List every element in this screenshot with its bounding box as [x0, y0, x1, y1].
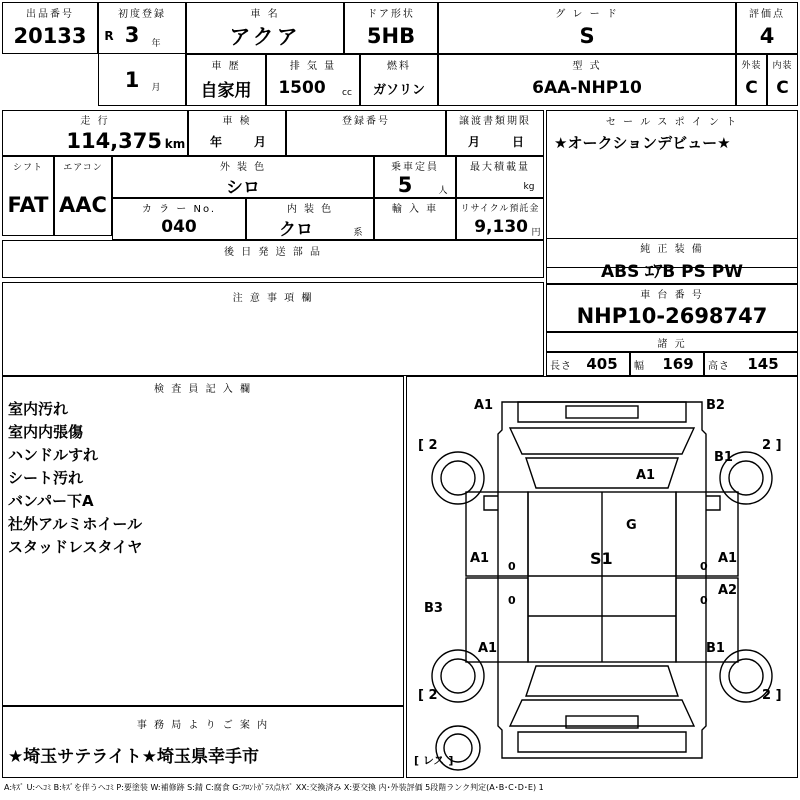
- diagram-code-bottom-left-a1: A1: [478, 641, 498, 656]
- capacity-unit: 人: [438, 185, 448, 196]
- office-guidance-label: 事 務 局 よ り ご 案 内: [136, 719, 270, 731]
- inspector-line-4: シート汚れ: [8, 469, 84, 487]
- car-history-value: 自家用: [200, 80, 252, 101]
- interior-color-label: 内 装 色: [286, 204, 334, 215]
- mileage-value: 114,375: [66, 128, 162, 153]
- transfer-deadline-label: 譲渡書類期限: [459, 116, 531, 127]
- diagram-code-top-left: A1: [474, 398, 494, 413]
- notes-label: 注 意 事 項 欄: [232, 292, 314, 304]
- recycle-fee-label: リサイクル預託金: [460, 204, 540, 214]
- diagram-code-right-mid-a1: A1: [718, 551, 738, 566]
- displacement-value: 1500: [278, 78, 326, 98]
- registration-number-label: 登録番号: [342, 116, 390, 127]
- diagram-code-g: G: [626, 518, 637, 533]
- diagram-zero-3: 0: [700, 560, 708, 573]
- first-registration-era: R: [104, 29, 114, 43]
- inspector-line-5: バンパー下A: [8, 492, 94, 510]
- inspector-line-1: 室内汚れ: [8, 400, 69, 418]
- inspector-line-7: スタッドレスタイヤ: [8, 538, 143, 556]
- fuel-label: 燃料: [387, 60, 411, 72]
- max-load-unit: kg: [523, 182, 535, 192]
- shift-value: FAT: [7, 193, 49, 217]
- diagram-zero-1: 0: [508, 560, 516, 573]
- interior-grade-value: C: [776, 78, 789, 98]
- rating-label: 評価点: [749, 8, 785, 20]
- color-number-value: 040: [161, 217, 197, 237]
- capacity-value: 5: [397, 173, 413, 197]
- recycle-fee-unit: 円: [531, 227, 541, 238]
- transfer-day-unit: 日: [511, 134, 524, 149]
- diagram-zero-4: 0: [700, 594, 708, 607]
- chassis-number-label: 車 台 番 号: [640, 290, 704, 301]
- model-code-label: 型 式: [572, 60, 602, 72]
- inspector-line-3: ハンドルすれ: [8, 446, 99, 464]
- exterior-color-value: シロ: [226, 177, 260, 198]
- capacity-label: 乗車定員: [391, 162, 439, 173]
- chassis-number-value: NHP10-2698747: [576, 304, 768, 328]
- aircon-value: AAC: [59, 193, 107, 217]
- later-parts-label: 後 日 発 送 部 品: [224, 246, 322, 258]
- width-label: 幅: [634, 360, 645, 372]
- first-registration-month: 1: [124, 68, 140, 92]
- length-label: 長さ: [550, 360, 572, 372]
- recycle-fee-value: 9,130: [474, 217, 528, 237]
- grade-value: S: [579, 24, 595, 48]
- diagram-res-label: [ レス ]: [414, 754, 454, 767]
- dimensions-label: 諸 元: [657, 338, 687, 350]
- car-history-label: 車 歴: [211, 60, 241, 72]
- door-shape-value: 5HB: [366, 24, 416, 48]
- exterior-grade-value: C: [745, 78, 758, 98]
- first-registration-label: 初度登録: [118, 8, 166, 20]
- transfer-month-unit: 月: [467, 134, 480, 149]
- diagram-code-center-a1: A1: [636, 468, 656, 483]
- aircon-label: エアコン: [63, 162, 103, 173]
- inspection-month-unit: 月: [253, 134, 266, 149]
- first-registration-year-unit: 年: [151, 38, 161, 49]
- displacement-label: 排 気 量: [289, 60, 337, 72]
- height-value: 145: [747, 355, 779, 373]
- max-load-label: 最大積載量: [470, 162, 530, 173]
- first-registration-month-unit: 月: [151, 82, 161, 93]
- fuel-value: ガソリン: [372, 82, 425, 98]
- exterior-color-label: 外 装 色: [219, 162, 267, 173]
- inspector-comments-label: 検 査 員 記 入 欄: [154, 383, 252, 395]
- diagram-code-top-right: B2: [706, 398, 725, 413]
- diagram-zero-2: 0: [508, 594, 516, 607]
- diagram-code-b1-top: B1: [714, 450, 733, 465]
- width-value: 169: [662, 355, 694, 373]
- lot-number-value: 20133: [13, 24, 87, 48]
- grade-label: グ レ ー ド: [555, 8, 619, 20]
- sales-point-label: セ ー ル ス ポ イ ン ト: [605, 116, 739, 128]
- interior-color-series-label: 系: [353, 227, 363, 238]
- car-name-value: アクア: [229, 25, 301, 49]
- first-registration-year: 3: [124, 23, 140, 47]
- length-value: 405: [586, 355, 618, 373]
- lot-number-label: 出品番号: [26, 8, 74, 20]
- diagram-bracket-left-upper: [ 2: [418, 438, 438, 453]
- diagram-bracket-right-upper: 2 ]: [762, 438, 782, 453]
- color-number-label: カ ラ ー No.: [141, 204, 217, 215]
- diagram-code-s1: S1: [590, 549, 613, 568]
- import-label: 輸 入 車: [391, 204, 439, 215]
- door-shape-label: ドア形状: [367, 8, 415, 20]
- inspector-line-2: 室内内張傷: [8, 423, 84, 441]
- shift-label: シフト: [12, 162, 43, 173]
- car-damage-diagram: [406, 376, 798, 778]
- diagram-bracket-right-lower: 2 ]: [762, 688, 782, 703]
- diagram-code-bottom-right-b1: B1: [706, 641, 725, 656]
- mileage-label: 走 行: [80, 116, 110, 127]
- car-name-label: 車 名: [250, 8, 280, 20]
- interior-grade-label: 内装: [772, 60, 793, 71]
- mileage-unit: km: [164, 137, 186, 151]
- equipment-value: ABS ｴｱB PS PW: [601, 261, 743, 282]
- office-guidance-text: ★埼玉サテライト★埼玉県幸手市: [8, 747, 259, 767]
- diagram-bracket-left-lower: [ 2: [418, 688, 438, 703]
- diagram-code-left-mid-a1: A1: [470, 551, 490, 566]
- diagram-code-a2: A2: [718, 583, 738, 598]
- exterior-grade-label: 外装: [741, 60, 762, 71]
- diagram-code-b3: B3: [424, 601, 443, 616]
- model-code-value: 6AA-NHP10: [532, 78, 642, 98]
- inspection-year-unit: 年: [209, 134, 222, 149]
- inspector-line-6: 社外アルミホイール: [8, 515, 143, 533]
- interior-color-value: クロ: [279, 219, 313, 240]
- rating-value: 4: [759, 24, 775, 48]
- sales-point-line-1: ★オークションデビュー★: [554, 134, 731, 152]
- height-label: 高さ: [708, 360, 730, 372]
- inspection-label: 車 検: [222, 116, 252, 127]
- legend-text: A:ｷｽﾞ U:ヘｺﾐ B:ｷｽﾞを伴うヘｺﾐ P:要塗装 W:補修跡 S:錆 C:腐食 G:ﾌﾛﾝﾄｶﾞﾗｽ点ｷｽﾞ XX:交換済み X:要交換 内･外装評価 5段階ランク判定(A･B･C･D･E) 1: [4, 783, 544, 792]
- equipment-label: 純 正 装 備: [640, 244, 704, 255]
- displacement-unit: cc: [342, 88, 352, 98]
